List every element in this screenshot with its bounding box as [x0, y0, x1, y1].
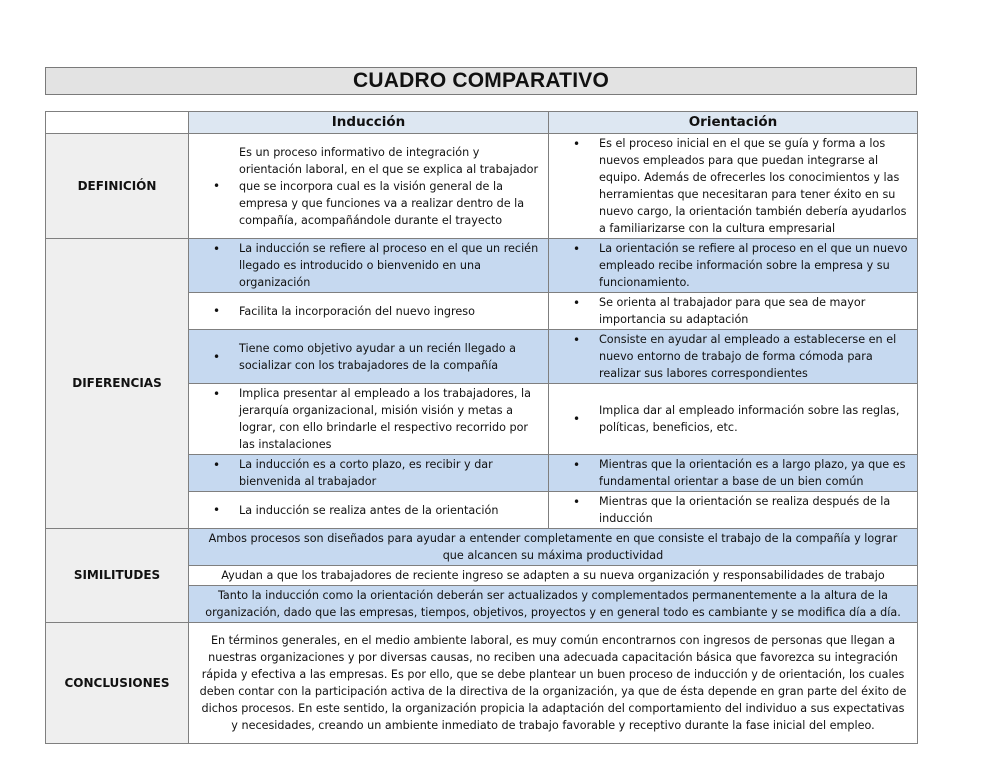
row-label-similitudes: SIMILITUDES — [46, 529, 189, 623]
bullet-icon: • — [573, 333, 581, 347]
diferencias-induccion-text: Tiene como objetivo ayudar a un recién llegado a socializar con los trabajadores de la compañía — [239, 341, 517, 372]
diferencias-induccion-cell — [189, 384, 549, 455]
column-header-induccion: Inducción — [189, 112, 549, 134]
diferencias-induccion-text: Implica presentar al empleado a los trabajadores, la jerarquía organizacional, misión visión y metas a lograr, con ello brindarle el respectivo recorrido por las instalaciones — [239, 387, 531, 451]
bullet-icon: • — [573, 242, 581, 256]
diferencias-induccion-text: La inducción se realiza antes de la orientación — [239, 503, 499, 517]
definicion-row — [46, 134, 918, 239]
similitudes-row — [46, 529, 918, 566]
diferencias-orientacion-text: Consiste en ayudar al empleado a establecerse en el nuevo entorno de trabajo de forma cómoda para realizar sus labores correspondientes — [599, 333, 897, 380]
diferencias-induccion-text: La inducción es a corto plazo, es recibir y dar bienvenida al trabajador — [239, 458, 493, 488]
diferencias-orientacion-text: Mientras que la orientación es a largo plazo, ya que es fundamental orientar a base de un bien común — [599, 458, 906, 488]
row-label-conclusiones: CONCLUSIONES — [46, 623, 189, 744]
diferencias-row — [46, 239, 918, 293]
definicion-orientacion-text: Es el proceso inicial en el que se guía y forma a los nuevos empleados para que puedan integrarse al equipo. Además de ofrecerles los conocimientos y las herramientas que necesitaran para tener éxito en su nuevo cargo, la orientación también debería ayudarlos a familiarizarse con la cultura empresarial — [599, 137, 907, 235]
diferencias-induccion-cell — [189, 293, 549, 330]
bullet-icon: • — [573, 137, 581, 151]
diferencias-induccion-cell — [189, 239, 549, 293]
bullet-icon: • — [573, 412, 581, 426]
diferencias-orientacion-text: Mientras que la orientación se realiza después de la inducción — [599, 495, 891, 525]
bullet-icon: • — [213, 242, 221, 256]
similitud-text: Ayudan a que los trabajadores de reciente ingreso se adapten a su nueva organización y responsabilidades de trabajo — [189, 566, 918, 586]
diferencias-orientacion-cell — [549, 239, 918, 293]
diferencias-orientacion-cell — [549, 384, 918, 455]
similitud-text: Tanto la inducción como la orientación deberán ser actualizados y complementados permanentemente a la altura de la organización, dado que las empresas, tiempos, objetivos, proyectos y en general todo es cambiante y se modifica día a día. — [189, 586, 918, 623]
bullet-icon: • — [213, 387, 221, 401]
header-empty-cell — [46, 112, 189, 134]
diferencias-induccion-cell — [189, 330, 549, 384]
bullet-icon: • — [213, 304, 221, 318]
bullet-icon: • — [573, 296, 581, 310]
diferencias-induccion-text: La inducción se refiere al proceso en el que un recién llegado es introducido o bienvenido en una organización — [239, 242, 539, 289]
definicion-induccion-text: Es un proceso informativo de integración y orientación laboral, en el que se explica al trabajador que se incorpora cual es la visión general de la empresa y que funciones va a realizar dentro de la compañía, acompañándole durante el trayecto — [239, 145, 539, 227]
header-row — [46, 112, 918, 134]
conclusiones-row — [46, 623, 918, 744]
bullet-icon: • — [213, 503, 221, 517]
diferencias-orientacion-text: Implica dar al empleado información sobre las reglas, políticas, beneficios, etc. — [599, 404, 900, 434]
row-label-diferencias: DIFERENCIAS — [46, 239, 189, 529]
diferencias-induccion-cell — [189, 492, 549, 529]
definicion-induccion-cell — [189, 134, 549, 239]
comparison-table — [45, 111, 918, 744]
diferencias-orientacion-cell — [549, 330, 918, 384]
conclusiones-text: En términos generales, en el medio ambiente laboral, es muy común encontrarnos con ingresos de personas que llegan a nuestras organizaciones y por diversas causas, no reciben una adecuada capacitación básica que favorezca su integración rápida y efectiva a las empresas. Es por ello, que se debe plantear un buen proceso de inducción y de orientación, los cuales deben contar con la participación activa de la directiva de la organización, ya que de ésta depende en gran parte del éxito de dichos procesos. En este sentido, la organización propicia la adaptación del comportamiento del individuo a sus expectativas y necesidades, creando un ambiente inmediato de trabajo favorable y receptivo durante la fase inicial del empleo. — [189, 623, 918, 744]
bullet-icon: • — [573, 495, 581, 509]
column-header-orientacion: Orientación — [549, 112, 918, 134]
row-label-definicion: DEFINICIÓN — [46, 134, 189, 239]
bullet-icon: • — [573, 458, 581, 472]
bullet-icon: • — [213, 458, 221, 472]
bullet-icon: • — [213, 349, 221, 364]
diferencias-orientacion-cell — [549, 455, 918, 492]
definicion-orientacion-cell — [549, 134, 918, 239]
diferencias-orientacion-cell — [549, 492, 918, 529]
bullet-icon: • — [213, 179, 221, 193]
diferencias-induccion-cell — [189, 455, 549, 492]
diferencias-induccion-text: Facilita la incorporación del nuevo ingreso — [239, 304, 475, 318]
diferencias-orientacion-cell — [549, 293, 918, 330]
page-title: CUADRO COMPARATIVO — [45, 67, 917, 95]
similitud-text: Ambos procesos son diseñados para ayudar a entender completamente en que consiste el trabajo de la compañía y lograr que alcancen su máxima productividad — [189, 529, 918, 566]
diferencias-orientacion-text: Se orienta al trabajador para que sea de mayor importancia su adaptación — [599, 296, 866, 326]
diferencias-orientacion-text: La orientación se refiere al proceso en el que un nuevo empleado recibe información sobre la empresa y su funcionamiento. — [599, 242, 908, 289]
